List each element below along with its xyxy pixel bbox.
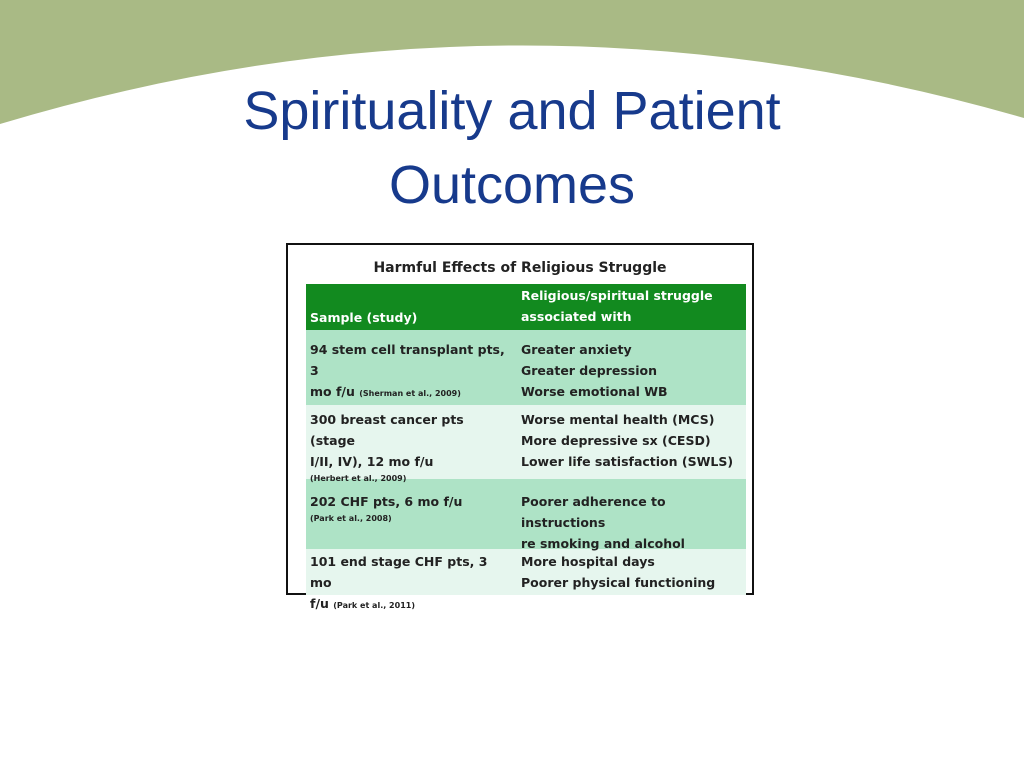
- sample-cell: [306, 335, 516, 405]
- table-row: [306, 405, 746, 483]
- effects-cell: [516, 549, 746, 595]
- effects-cell: [516, 335, 746, 405]
- effect-item: Poorer physical functioning: [521, 575, 716, 590]
- effects-cell: [516, 479, 746, 549]
- slide-title-line-2: Outcomes: [388, 155, 636, 215]
- citation: (Park et al., 2011): [333, 601, 415, 610]
- sample-line: 94 stem cell transplant pts, 3: [310, 342, 505, 378]
- sample-line: 101 end stage CHF pts, 3 mo: [310, 554, 488, 590]
- effect-item: Lower life satisfaction (SWLS): [521, 454, 734, 469]
- sample-line: I/II, IV), 12 mo f/u: [310, 454, 434, 469]
- header-effects-line-2: associated with: [521, 309, 632, 324]
- sample-cell: [306, 549, 516, 611]
- table-row: [306, 330, 746, 405]
- effect-item: Poorer adherence to instructions: [521, 494, 666, 530]
- effect-item: Greater anxiety: [521, 342, 632, 357]
- citation: (Sherman et al., 2009): [359, 389, 461, 398]
- effect-item: Worse emotional WB: [521, 384, 668, 399]
- sample-line: 202 CHF pts, 6 mo f/u: [310, 494, 463, 509]
- table-row: [306, 549, 746, 611]
- effects-cell: [516, 409, 746, 479]
- sample-line: [310, 593, 512, 616]
- header-sample: Sample (study): [310, 310, 418, 325]
- sample-text: mo f/u: [310, 384, 355, 399]
- slide-title: [112, 74, 912, 222]
- effect-item: Greater depression: [521, 363, 657, 378]
- sample-cell: [306, 479, 516, 549]
- effect-item: More hospital days: [521, 554, 655, 569]
- citation: (Park et al., 2008): [310, 514, 392, 523]
- table-caption: Harmful Effects of Religious Struggle: [373, 260, 667, 276]
- effect-item: re smoking and alcohol: [521, 536, 685, 551]
- effect-item: Worse mental health (MCS): [521, 412, 715, 427]
- sample-cell: [306, 409, 516, 483]
- effects-table: [306, 284, 746, 611]
- effect-item: More depressive sx (CESD): [521, 433, 711, 448]
- sample-text: f/u: [310, 596, 329, 611]
- table-image-frame: [286, 243, 754, 611]
- sample-line: [310, 381, 512, 404]
- sample-line: 300 breast cancer pts (stage: [310, 412, 464, 448]
- table-header-row: [306, 284, 746, 330]
- slide-title-line-1: Spirituality and Patient: [243, 81, 781, 141]
- header-effects-line-1: Religious/spiritual struggle: [521, 288, 713, 303]
- citation: (Herbert et al., 2009): [310, 474, 407, 483]
- header-effects: [516, 284, 746, 330]
- table-row: [306, 479, 746, 549]
